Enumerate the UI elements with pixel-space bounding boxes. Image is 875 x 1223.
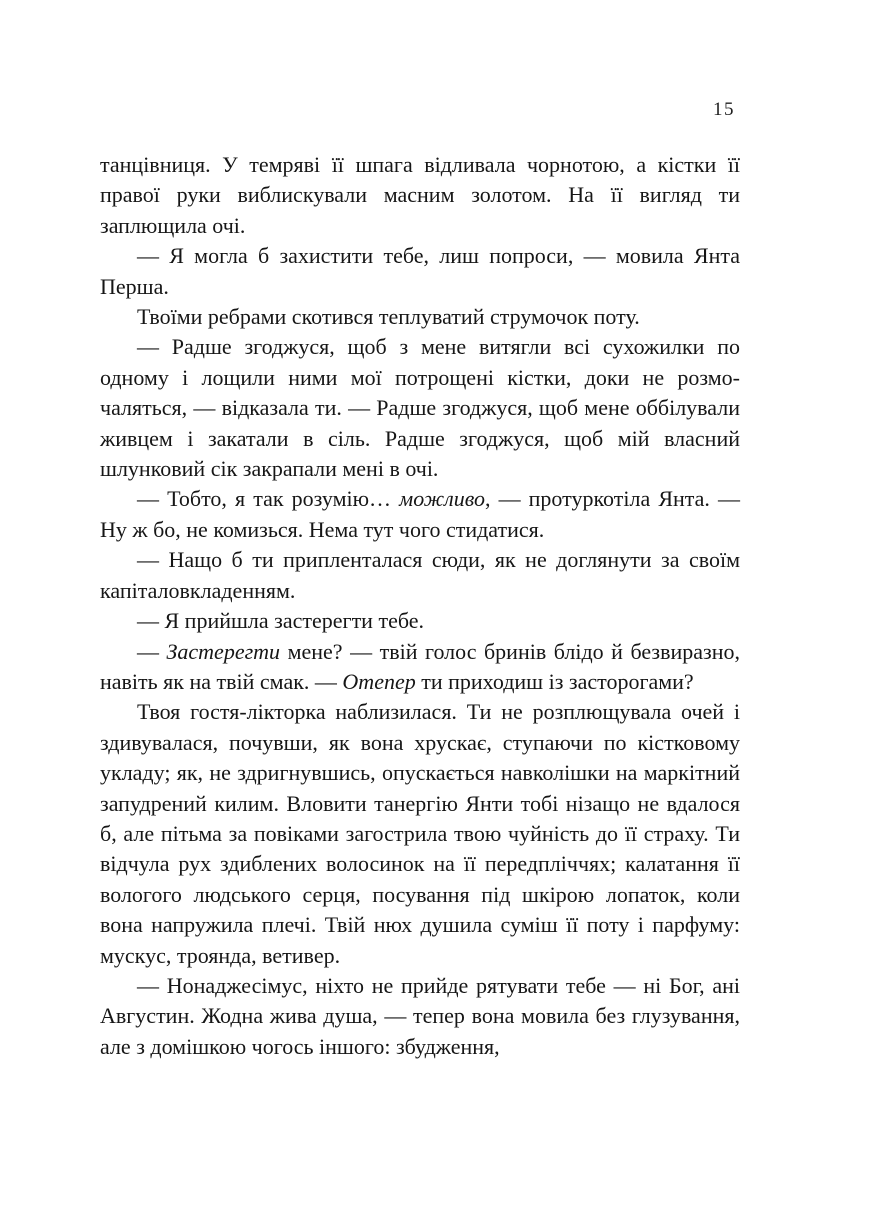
paragraph [100, 697, 740, 971]
text-run: Твоїми ребрами скотився теплуватий струмочок поту. [137, 304, 640, 330]
text-run: — Нонаджесімус, ніхто не прийде рятувати тебе — ні Бог, ані Августин. Жодна жива душа, — тепер вона мовила без глузування, але з домішкою чогось іншого: збудження, [100, 972, 740, 1059]
italic-run: Отепер [342, 668, 416, 694]
text-block [100, 150, 740, 1062]
text-run: — Я могла б захистити тебе, лиш попроси, — мовила Янта Перша. [100, 243, 740, 299]
paragraph [100, 545, 740, 606]
paragraph [100, 150, 740, 241]
page-number: 15 [713, 99, 735, 120]
paragraph [100, 332, 740, 484]
text-run: Твоя гостя-лікторка наблизилася. Ти не розплющувала очей і здивувалася, почувши, як вона хрускає, ступаючи по кістковому укладу; як, не здригнувшись, опускається навколішки на маркітний запудрений килим. Вловити танергію Янти тобі нізащо не вдалося б, але пітьма за повіками загострила твою чуйність до її страху. Ти відчула рух здиблених волосинок на її передпліччях; калатання її вологого людського серця, посування під шкірою лопаток, коли вона напружила плечі. Твій нюх душила суміш її поту і парфуму: мускус, троянда, ветивер. [100, 699, 740, 968]
text-run: — Тобто, я так розумію… [137, 486, 400, 512]
paragraph [100, 637, 740, 698]
paragraph [100, 302, 740, 332]
text-run: , — протуркотіла Янта. — Ну ж бо, не комизься. Нема тут чого стидатися. [100, 486, 741, 542]
paragraph [100, 484, 740, 545]
text-run: — Радше згоджуся, щоб з мене витягли всі сухожилки по одному і лощили ними мої потрощені кістки, доки не розмочаляться, — відказала ти. — Радше згоджуся, щоб мене оббілували живцем і закатали в сіль. Радше згоджуся, щоб мій власний шлунковий сік закрапали мені в очі. [100, 334, 740, 482]
paragraph [100, 241, 740, 302]
text-run: — Я прийшла застерегти тебе. [137, 608, 424, 634]
text-run: — Нащо б ти припленталася сюди, як не доглянути за своїм капіталовкладенням. [100, 547, 740, 603]
paragraph [100, 606, 740, 636]
italic-run: Застерегти [166, 638, 281, 664]
text-run: танцівниця. У темряві її шпага відливала чорнотою, а кістки її правої руки виблискували масним золотом. На її вигляд ти заплющила очі. [100, 152, 740, 238]
text-run: мене? — твій голос бринів блідо й безвиразно, навіть як на твій смак. — [100, 638, 740, 694]
text-run: ти приходиш із засторогами? [415, 668, 694, 694]
italic-run: можливо [399, 486, 485, 512]
paragraph [100, 971, 740, 1062]
text-run: — [137, 638, 167, 664]
